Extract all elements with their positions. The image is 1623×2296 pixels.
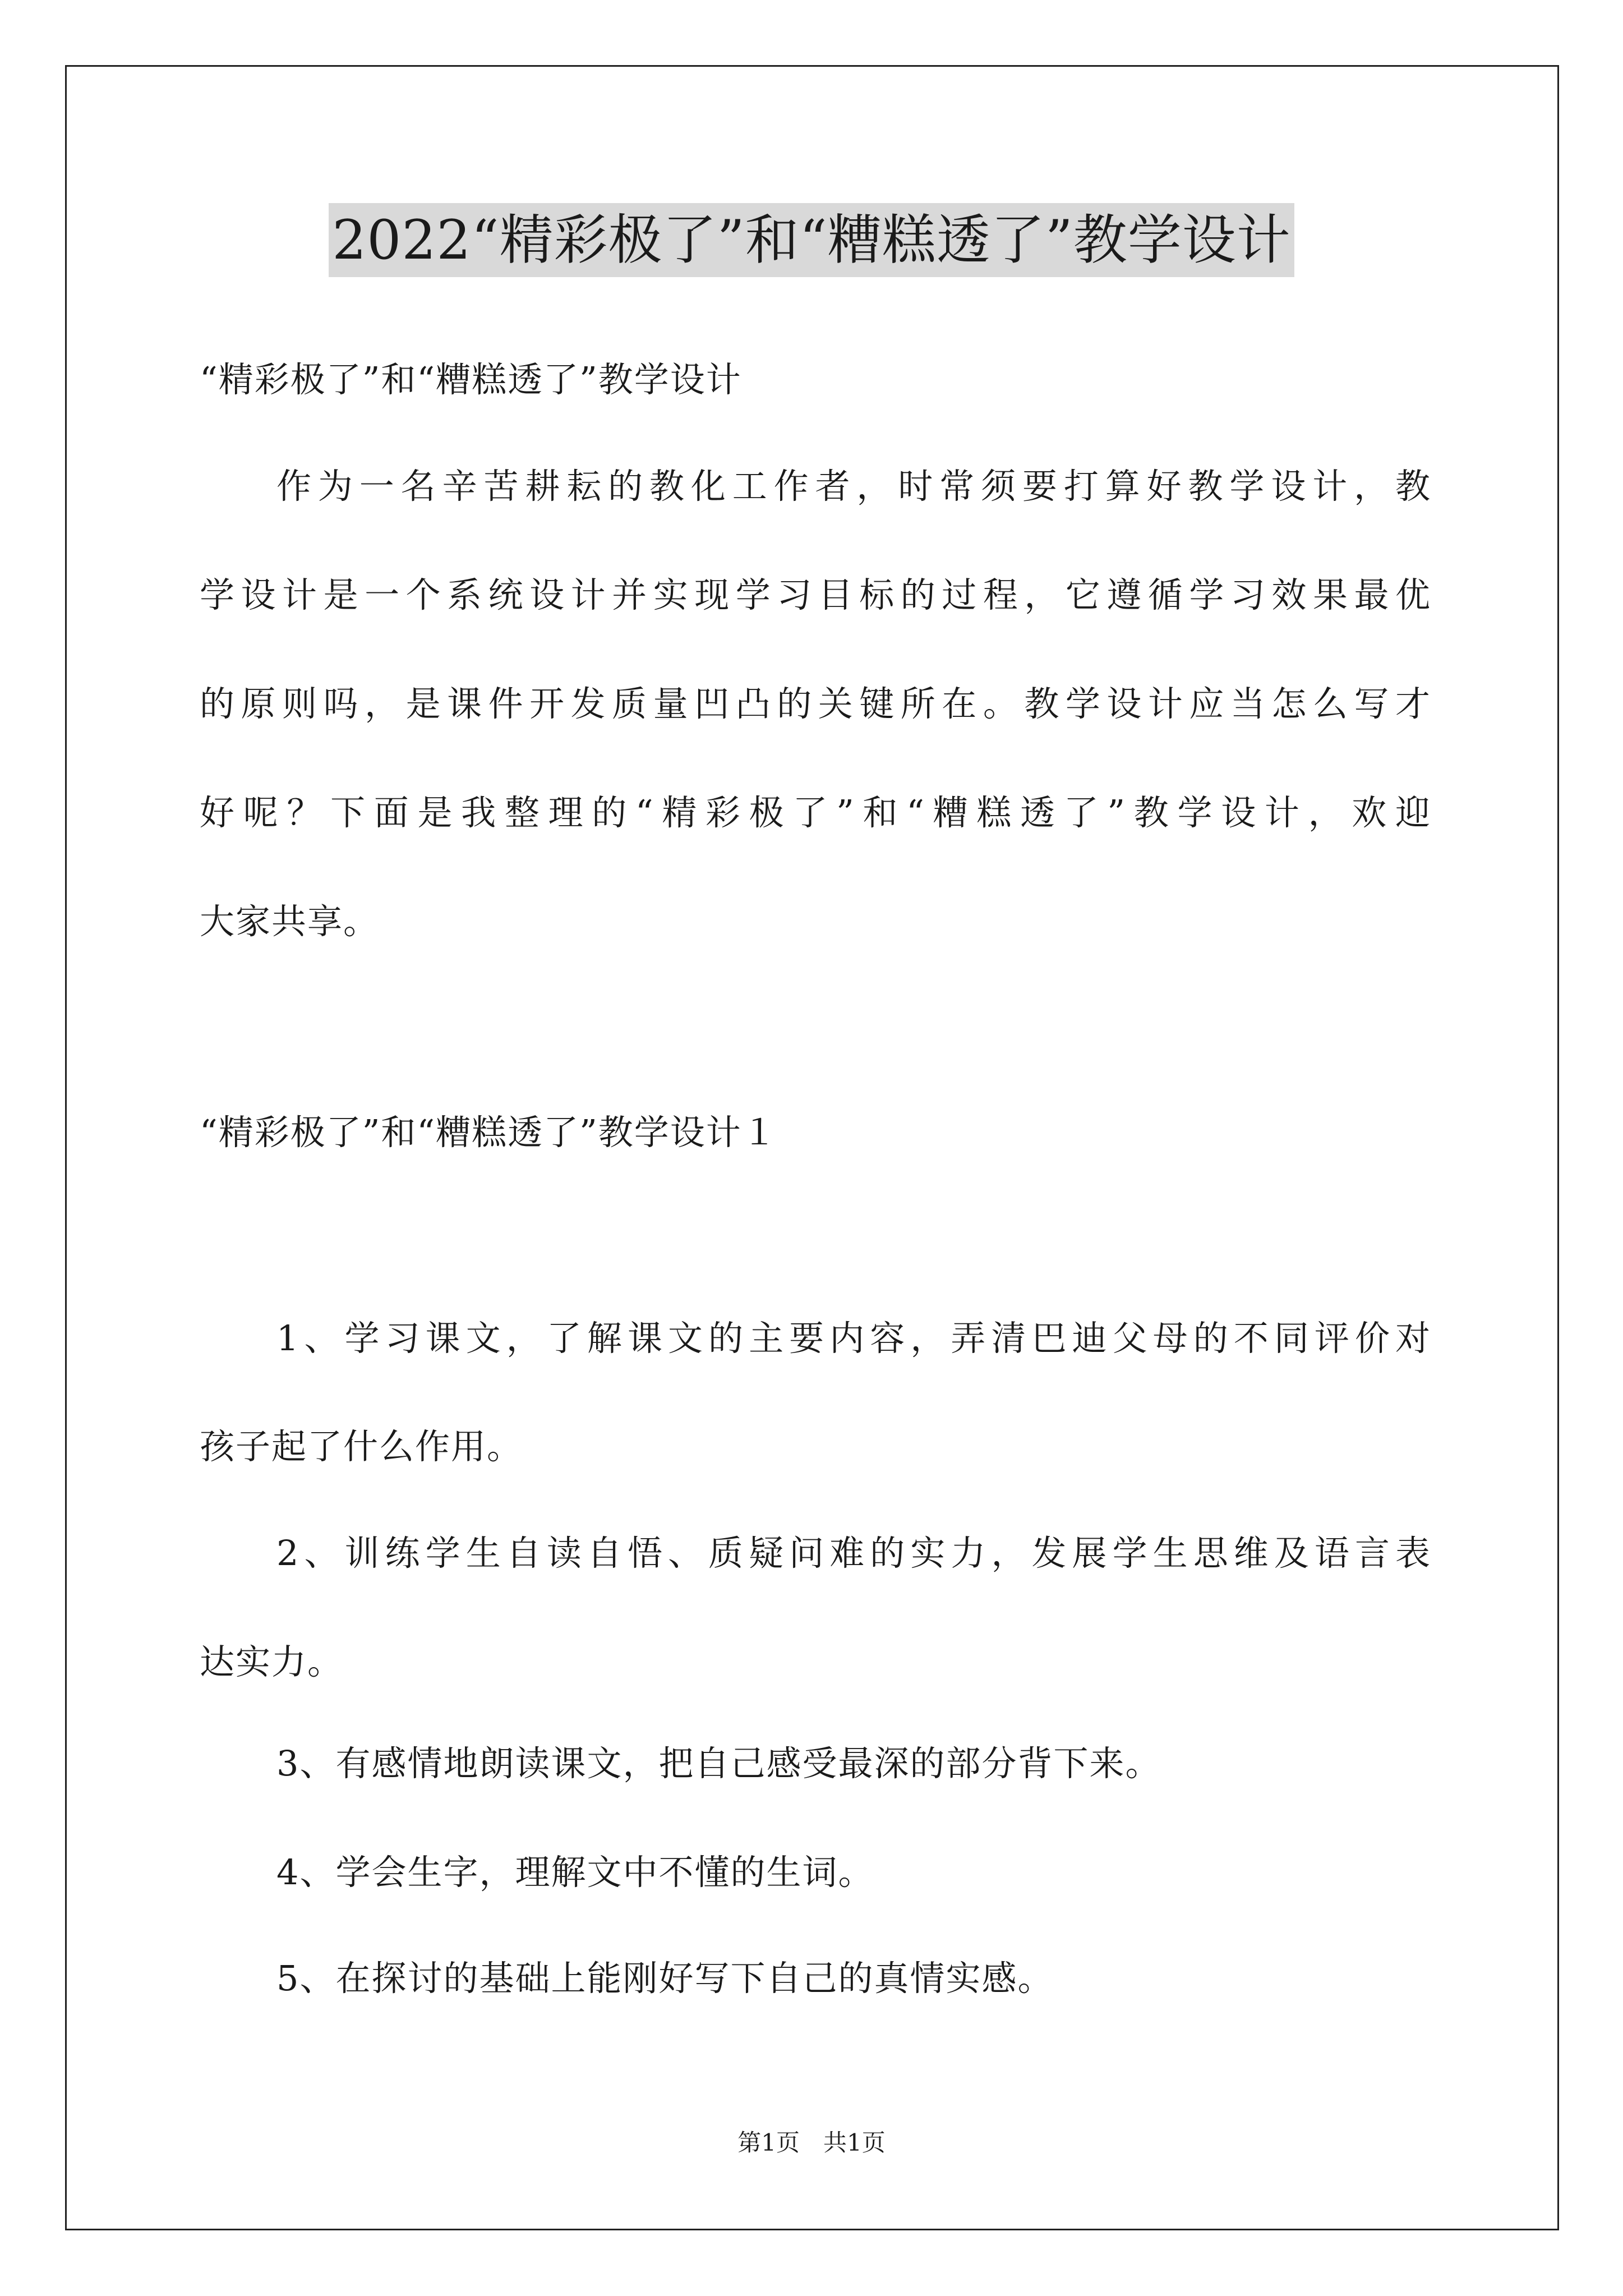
objective-line: 孩子起了什么作用。 <box>200 1426 523 1467</box>
document-title-block <box>0 203 1623 277</box>
objective-line: 达实力。 <box>200 1641 344 1682</box>
objective-line: 3、有感情地朗读课文，把自己感受最深的部分背下来。 <box>276 1743 1161 1784</box>
objective-line: 2、训练学生自读自悟、质疑问难的实力，发展学生思维及语言表 <box>276 1533 1430 1573</box>
page-number-footer: 第1页 共1页 <box>737 2129 886 2156</box>
intro-paragraph-line: 学设计是一个系统设计并实现学习目标的过程，它遵循学习效果最优 <box>200 574 1430 615</box>
intro-paragraph-line: 的原则吗，是课件开发质量凹凸的关键所在。教学设计应当怎么写才 <box>200 683 1430 724</box>
objective-line: 1、学习课文，了解课文的主要内容，弄清巴迪父母的不同评价对 <box>276 1318 1430 1359</box>
intro-paragraph-line: 作为一名辛苦耕耘的教化工作者，时常须要打算好教学设计，教 <box>276 466 1430 507</box>
objective-line: 5、在探讨的基础上能刚好写下自己的真情实感。 <box>276 1958 1054 1999</box>
document-subtitle: “精彩极了”和“糟糕透了”教学设计 <box>200 359 742 400</box>
intro-paragraph-line: 好呢？下面是我整理的“精彩极了”和“糟糕透了”教学设计，欢迎 <box>200 792 1430 833</box>
objective-line: 4、学会生字，理解文中不懂的生词。 <box>276 1852 874 1893</box>
section-heading: “精彩极了”和“糟糕透了”教学设计１ <box>200 1112 778 1153</box>
document-title: 2022“精彩极了”和“糟糕透了”教学设计 <box>329 203 1294 277</box>
intro-paragraph-line: 大家共享。 <box>200 901 380 942</box>
